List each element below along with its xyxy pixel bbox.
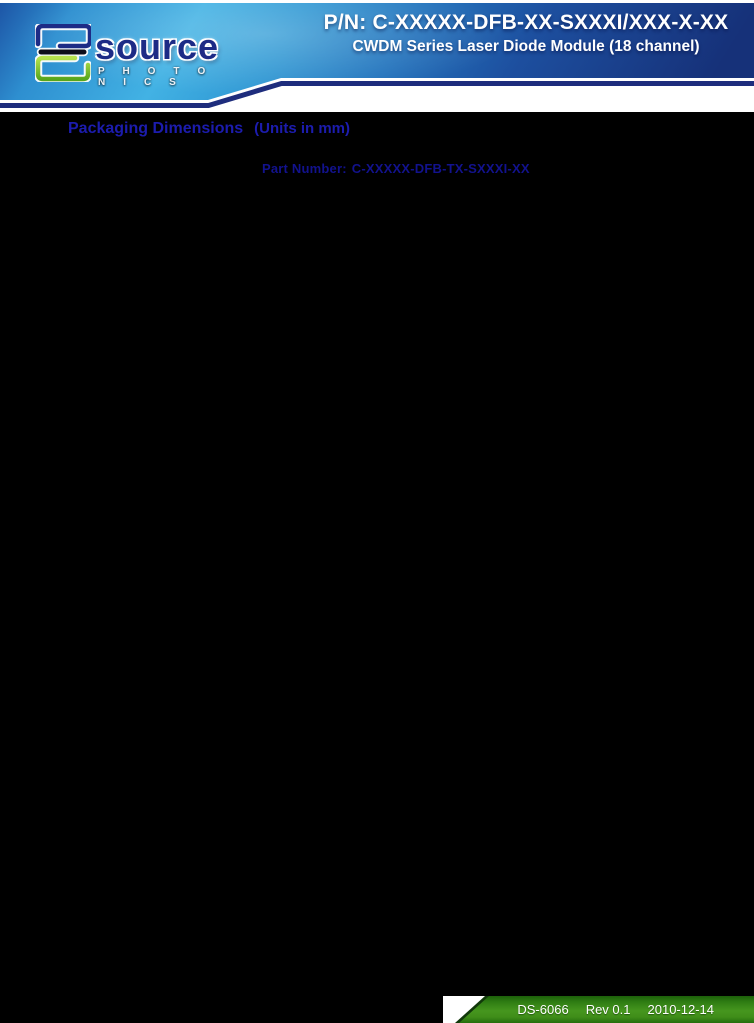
logo-wordmark: source <box>95 26 220 67</box>
packaging-drawing-area <box>0 112 754 1023</box>
part-number-value: C-XXXXX-DFB-TX-SXXXI-XX <box>351 161 530 176</box>
section-title: Packaging Dimensions <box>68 120 244 137</box>
section-units: (Units in mm) <box>254 120 351 137</box>
section-heading <box>68 120 350 138</box>
part-number-title: P/N: C-XXXXX-DFB-XX-SXXXI/XXX-X-XX <box>323 11 729 34</box>
doc-number: DS-6066 <box>517 1002 569 1017</box>
logo-s-mark-icon <box>35 24 91 82</box>
doc-revision: Rev 0.1 <box>585 1002 631 1017</box>
footer-bar <box>443 996 754 1023</box>
part-number-label: Part Number: <box>262 161 347 176</box>
footer-text <box>443 996 754 1023</box>
source-photonics-logo <box>35 24 235 88</box>
logo-tagline: P H O T O N I C S <box>98 66 213 88</box>
series-subtitle: CWDM Series Laser Diode Module (18 channel) <box>352 38 700 55</box>
doc-date: 2010-12-14 <box>647 1002 714 1017</box>
header-titles <box>306 11 746 56</box>
drawing-part-number <box>262 161 530 176</box>
